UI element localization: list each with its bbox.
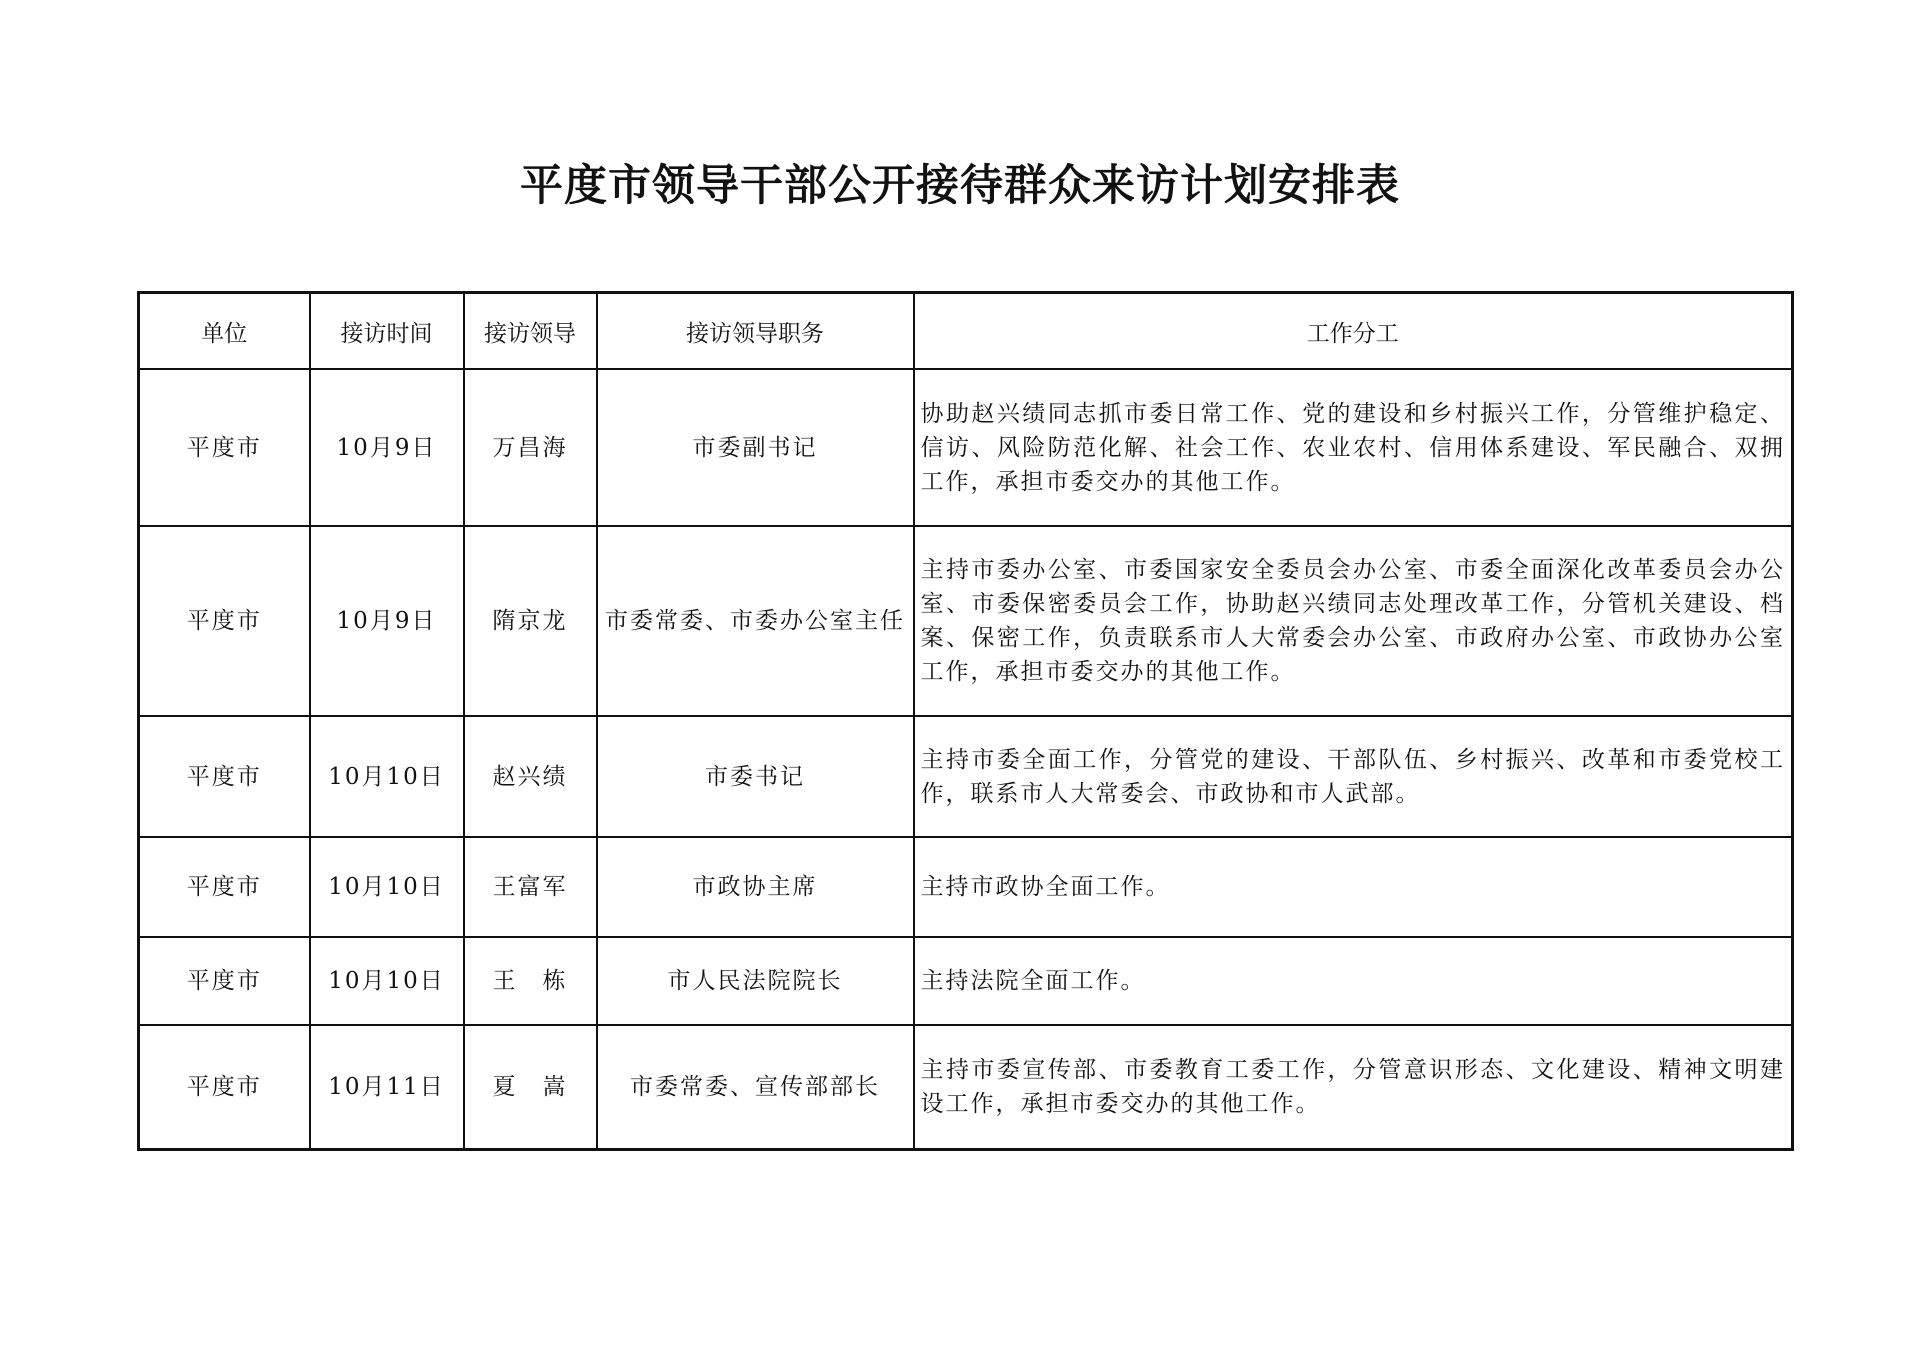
table-row [139, 937, 1793, 1025]
table-row [139, 716, 1793, 837]
cell-duty: 主持法院全面工作。 [914, 937, 1793, 1025]
cell-duty: 主持市委全面工作，分管党的建设、干部队伍、乡村振兴、改革和市委党校工作，联系市人大常委会、市政协和市人武部。 [914, 716, 1793, 837]
cell-date: 10月9日 [310, 369, 464, 526]
cell-unit: 平度市 [139, 716, 310, 837]
cell-unit: 平度市 [139, 1025, 310, 1149]
header-duty: 工作分工 [914, 293, 1793, 370]
cell-unit: 平度市 [139, 526, 310, 716]
cell-leader: 王 栋 [464, 937, 597, 1025]
cell-date: 10月10日 [310, 716, 464, 837]
header-position: 接访领导职务 [597, 293, 914, 370]
cell-date: 10月10日 [310, 937, 464, 1025]
cell-date: 10月10日 [310, 837, 464, 937]
header-leader: 接访领导 [464, 293, 597, 370]
header-unit: 单位 [139, 293, 310, 370]
cell-unit: 平度市 [139, 369, 310, 526]
cell-leader: 隋京龙 [464, 526, 597, 716]
table-row [139, 837, 1793, 937]
cell-date: 10月9日 [310, 526, 464, 716]
table-body [139, 369, 1793, 1149]
cell-position: 市委常委、宣传部部长 [597, 1025, 914, 1149]
table-header [139, 293, 1793, 370]
cell-leader: 万昌海 [464, 369, 597, 526]
cell-duty: 主持市委办公室、市委国家安全委员会办公室、市委全面深化改革委员会办公室、市委保密委员会工作，协助赵兴绩同志处理改革工作，分管机关建设、档案、保密工作，负责联系市人大常委会办公室、市政府办公室、市政协办公室工作，承担市委交办的其他工作。 [914, 526, 1793, 716]
cell-duty: 协助赵兴绩同志抓市委日常工作、党的建设和乡村振兴工作，分管维护稳定、信访、风险防范化解、社会工作、农业农村、信用体系建设、军民融合、双拥工作，承担市委交办的其他工作。 [914, 369, 1793, 526]
cell-leader: 王富军 [464, 837, 597, 937]
cell-duty: 主持市委宣传部、市委教育工委工作，分管意识形态、文化建设、精神文明建设工作，承担市委交办的其他工作。 [914, 1025, 1793, 1149]
cell-unit: 平度市 [139, 837, 310, 937]
visit-schedule-table [137, 291, 1794, 1151]
cell-position: 市委常委、市委办公室主任 [597, 526, 914, 716]
page-title: 平度市领导干部公开接待群众来访计划安排表 [520, 161, 1400, 211]
header-date: 接访时间 [310, 293, 464, 370]
table-row [139, 369, 1793, 526]
cell-leader: 夏 嵩 [464, 1025, 597, 1149]
table-row [139, 1025, 1793, 1149]
cell-date: 10月11日 [310, 1025, 464, 1149]
cell-unit: 平度市 [139, 937, 310, 1025]
cell-position: 市委书记 [597, 716, 914, 837]
cell-position: 市政协主席 [597, 837, 914, 937]
table-row [139, 526, 1793, 716]
header-row [139, 293, 1793, 370]
cell-leader: 赵兴绩 [464, 716, 597, 837]
cell-duty: 主持市政协全面工作。 [914, 837, 1793, 937]
cell-position: 市委副书记 [597, 369, 914, 526]
cell-position: 市人民法院院长 [597, 937, 914, 1025]
